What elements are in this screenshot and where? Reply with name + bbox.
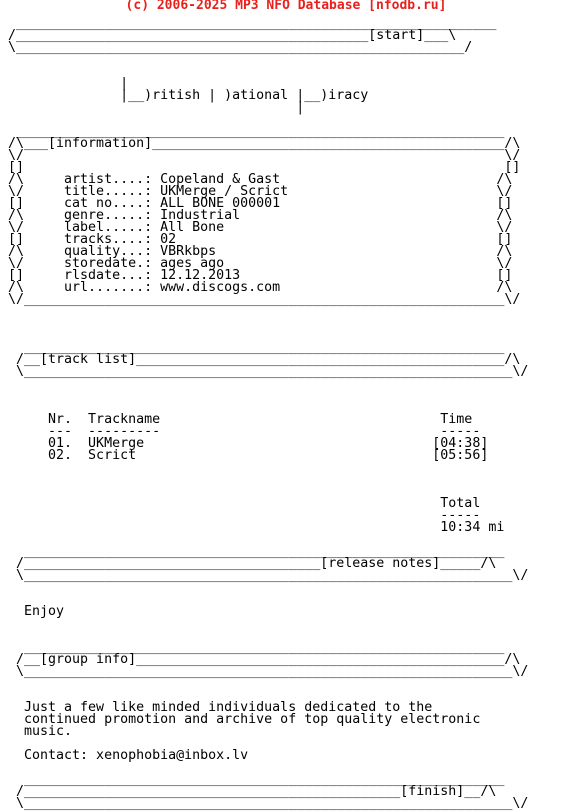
nfo-line: /\ url.......: www.discogs.com /\ (8, 280, 513, 295)
nfo-line: \/ \/ (8, 148, 521, 163)
nfo-line: \/ label.....: All Bone \/ (8, 220, 513, 235)
nfo-line: ____________________________________________________________ (8, 544, 505, 559)
nfo-line: ____________________________________________________________ (8, 340, 505, 355)
nfo-line: |__)ritish | )ational |__)iracy (8, 88, 369, 103)
nfo-line: \/____________________________________________________________\/ (8, 292, 521, 307)
nfo-line: ____________________________________________________________ (8, 772, 505, 787)
nfo-line: /\ artist....: Copeland & Gast /\ (8, 172, 513, 187)
nfo-line: \_____________________________________________________________\/ (8, 796, 529, 811)
nfo-line: _____________________________________________________________ (8, 124, 505, 139)
nfo-line: [] [] (8, 160, 521, 175)
nfo-line: 02. Scrict [05:56] (8, 448, 489, 463)
nfo-line: /__[group info]______________________________________________/\ (8, 652, 521, 667)
nfo-line: --- --------- ----- (8, 424, 481, 439)
nfo-line: ____________________________________________________________ (8, 640, 505, 655)
nfo-line: | (8, 100, 305, 115)
nfo-line (8, 618, 528, 630)
nfo-line (8, 54, 528, 66)
site-copyright-header: (c) 2006-2025 MP3 NFO Database [nfodb.ru] (125, 0, 447, 13)
nfo-line: \/ storedate.: ages ago \/ (8, 256, 513, 271)
nfo-line (8, 678, 528, 690)
nfo-line: /\ quality...: VBRkbps /\ (8, 244, 513, 259)
nfo-line: /_______________________________________________[finish]__/\ (8, 784, 497, 799)
nfo-line: Total (8, 496, 481, 511)
nfo-line (8, 594, 528, 606)
nfo-line: Nr. Trackname Time (8, 412, 473, 427)
nfo-line (8, 474, 528, 486)
nfo-line (8, 378, 528, 390)
nfo-line: Enjoy (8, 604, 65, 619)
nfo-line (8, 306, 528, 318)
nfo-line: Contact: xenophobia@inbox.lv (8, 748, 249, 763)
nfo-line: | (8, 76, 129, 91)
nfo-line: [] rlsdate...: 12.12.2013 [] (8, 268, 513, 283)
nfo-line: 01. UKMerge [04:38] (8, 436, 489, 451)
nfo-line (8, 582, 528, 594)
nfo-line: [] tracks....: 02 [] (8, 232, 513, 247)
nfo-line: \_____________________________________________________________\/ (8, 568, 529, 583)
nfo-line: [] cat no....: ALL BONE 000001 [] (8, 196, 513, 211)
nfo-line (8, 390, 528, 402)
nfo-line (8, 462, 528, 474)
nfo-line: \_____________________________________________________________\/ (8, 664, 529, 679)
nfo-line: /\___[information]____________________________________________/\ (8, 136, 521, 151)
nfo-line: /\ genre.....: Industrial /\ (8, 208, 513, 223)
nfo-line: 10:34 mi (8, 520, 505, 535)
nfo-line: \________________________________________________________/ (8, 40, 473, 55)
nfo-text-block (8, 18, 528, 810)
nfo-line: Just a few like minded individuals dedicated to the (8, 700, 433, 715)
nfo-line: music. (8, 724, 73, 739)
nfo-line: ----- (8, 508, 481, 523)
nfo-line: /____________________________________________[start]___\ (8, 28, 457, 43)
nfo-line (8, 318, 528, 330)
nfo-line: \_____________________________________________________________\/ (8, 364, 529, 379)
nfo-line: \/ title.....: UKMerge / Scrict \/ (8, 184, 513, 199)
nfo-line: /__[track list]______________________________________________/\ (8, 352, 521, 367)
nfo-line: continued promotion and archive of top quality electronic (8, 712, 481, 727)
nfo-line: ____________________________________________________________ (8, 16, 497, 31)
nfo-line: /_____________________________________[release notes]_____/\ (8, 556, 497, 571)
